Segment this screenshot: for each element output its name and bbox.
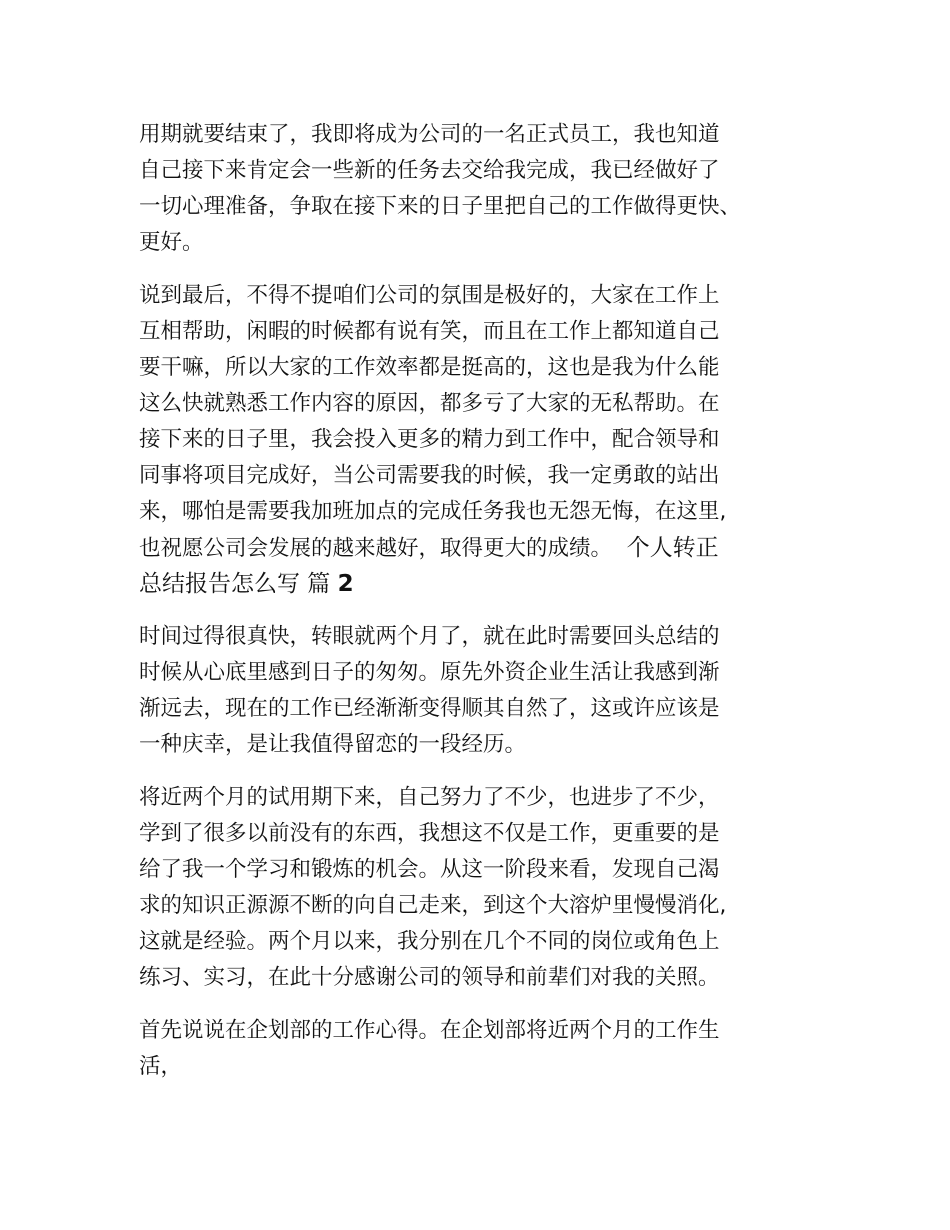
- text-line-with-heading: [139, 530, 811, 566]
- text-line: 这就是经验。两个月以来，我分别在几个不同的岗位或角色上: [139, 929, 720, 954]
- section-heading-text: 总结报告怎么写 篇: [139, 571, 331, 597]
- text-line: 时间过得很真快，转眼就两个月了，就在此时需要回头总结的: [139, 624, 720, 649]
- section-heading-number: 2: [337, 571, 354, 597]
- section-heading-part1: [612, 535, 719, 561]
- text-line: 一切心理准备，争取在接下来的日子里把自己的工作做得更快、: [139, 194, 742, 219]
- document-page: [139, 117, 811, 1102]
- paragraph-4: [139, 780, 811, 996]
- text-line: 互相帮助，闲暇的时候都有说有笑，而且在工作上都知道自己: [139, 319, 720, 344]
- text-line: 学到了很多以前没有的东西，我想这不仅是工作，更重要的是: [139, 821, 720, 846]
- text-line: 给了我一个学习和锻炼的机会。从这一阶段来看，发现自己渴: [139, 857, 720, 882]
- text-line: 同事将项目完成好，当公司需要我的时候，我一定勇敢的站出: [139, 463, 720, 488]
- text-line: 时候从心底里感到日子的匆匆。原先外资企业生活让我感到渐: [139, 660, 720, 685]
- paragraph-5: [139, 1013, 811, 1085]
- text-line: 更好。: [139, 230, 204, 255]
- text-line: 练习、实习，在此十分感谢公司的领导和前辈们对我的关照。: [139, 965, 720, 990]
- text-line: 接下来的日子里，我会投入更多的精力到工作中，配合领导和: [139, 427, 720, 452]
- section-heading-text: 个人转正: [626, 535, 719, 561]
- paragraph-2: [139, 278, 811, 602]
- text-line: 一种庆幸，是让我值得留恋的一段经历。: [139, 732, 527, 757]
- paragraph-3: [139, 619, 811, 763]
- text-segment: 也祝愿公司会发展的越来越好，取得更大的成绩。: [139, 536, 613, 561]
- text-line: 渐远去，现在的工作已经渐渐变得顺其自然了，这或许应该是: [139, 696, 720, 721]
- text-line: 要干嘛，所以大家的工作效率都是挺高的，这也是我为什么能: [139, 355, 720, 380]
- text-line: 首先说说在企划部的工作心得。在企划部将近两个月的工作生: [139, 1018, 720, 1043]
- text-line: 用期就要结束了，我即将成为公司的一名正式员工，我也知道: [139, 122, 720, 147]
- text-line: 自己接下来肯定会一些新的任务去交给我完成，我已经做好了: [139, 158, 720, 183]
- paragraph-1: [139, 117, 811, 261]
- text-line: 来，哪怕是需要我加班加点的完成任务我也无怨无悔，在这里,: [139, 499, 727, 524]
- text-line: 这么快就熟悉工作内容的原因，都多亏了大家的无私帮助。在: [139, 391, 720, 416]
- text-line: 说到最后，不得不提咱们公司的氛围是极好的，大家在工作上: [139, 283, 720, 308]
- text-line: 求的知识正源源不断的向自己走来，到这个大溶炉里慢慢消化,: [139, 893, 727, 918]
- text-line: 活，: [139, 1054, 183, 1079]
- section-heading-part2: [139, 566, 811, 602]
- text-line: 将近两个月的试用期下来，自己努力了不少，也进步了不少，: [139, 785, 720, 810]
